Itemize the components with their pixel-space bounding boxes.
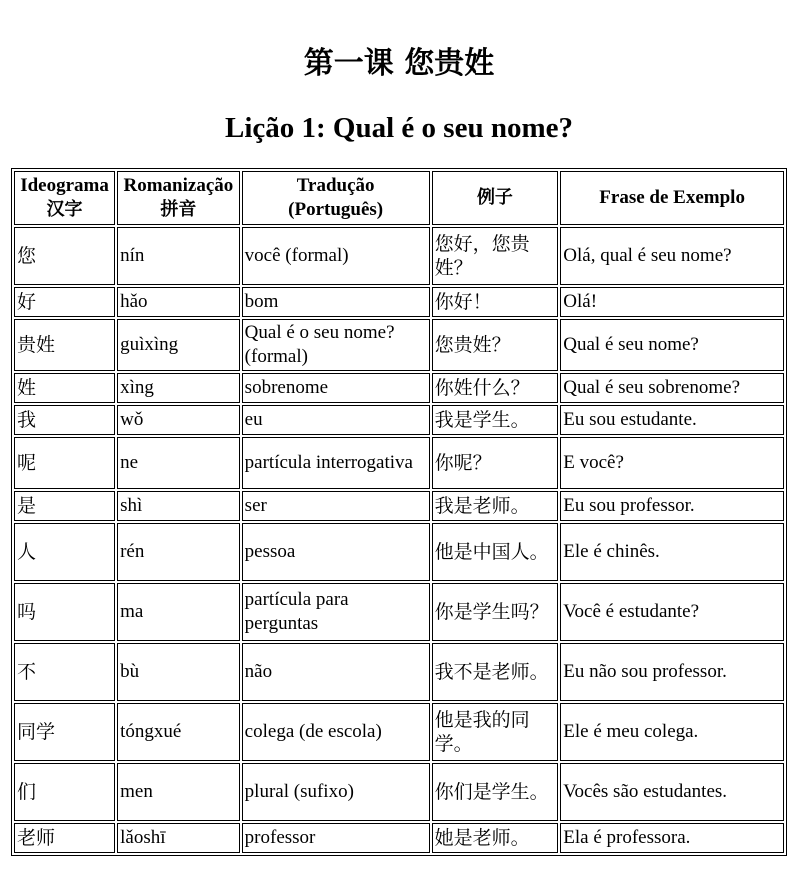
cell-pinyin: tóngxué bbox=[117, 703, 240, 761]
header-sublabel: (Português) bbox=[288, 199, 384, 220]
cell-hanzi: 是 bbox=[14, 491, 115, 521]
cell-translation: você (formal) bbox=[242, 227, 430, 285]
cell-hanzi: 您 bbox=[14, 227, 115, 285]
cell-example-sentence: Você é estudante? bbox=[560, 583, 784, 641]
cell-translation: partícula para perguntas bbox=[242, 583, 430, 641]
cell-example-cn: 我不是老师。 bbox=[432, 643, 559, 701]
cell-translation: eu bbox=[242, 405, 430, 435]
cell-example-sentence: Qual é seu sobrenome? bbox=[560, 373, 784, 403]
cell-pinyin: hǎo bbox=[117, 287, 240, 317]
cell-example-cn: 你好！ bbox=[432, 287, 559, 317]
cell-hanzi: 同学 bbox=[14, 703, 115, 761]
cell-hanzi: 我 bbox=[14, 405, 115, 435]
cell-translation: ser bbox=[242, 491, 430, 521]
header-frase-exemplo bbox=[560, 171, 784, 225]
cell-example-sentence: Ele é meu colega. bbox=[560, 703, 784, 761]
cell-translation: professor bbox=[242, 823, 430, 853]
header-label: 例子 bbox=[476, 187, 513, 208]
table-row bbox=[14, 437, 784, 489]
cell-example-cn: 我是学生。 bbox=[432, 405, 559, 435]
table-row bbox=[14, 491, 784, 521]
table-header-row bbox=[14, 171, 784, 225]
cell-translation: plural (sufixo) bbox=[242, 763, 430, 821]
cell-example-sentence: Eu sou professor. bbox=[560, 491, 784, 521]
header-ideograma bbox=[14, 171, 115, 225]
cell-pinyin: wǒ bbox=[117, 405, 240, 435]
header-label: Ideograma bbox=[20, 175, 109, 196]
header-sublabel: 拼音 bbox=[160, 199, 197, 220]
table-row bbox=[14, 523, 784, 581]
cell-hanzi: 人 bbox=[14, 523, 115, 581]
cell-example-sentence: Ela é professora. bbox=[560, 823, 784, 853]
cell-translation: não bbox=[242, 643, 430, 701]
cell-translation: colega (de escola) bbox=[242, 703, 430, 761]
table-row bbox=[14, 703, 784, 761]
cell-example-cn: 她是老师。 bbox=[432, 823, 559, 853]
header-romanizacao bbox=[117, 171, 240, 225]
header-sublabel: 汉字 bbox=[46, 199, 83, 220]
cell-pinyin: ne bbox=[117, 437, 240, 489]
header-traducao bbox=[242, 171, 430, 225]
cell-example-sentence: Vocês são estudantes. bbox=[560, 763, 784, 821]
table-row bbox=[14, 319, 784, 371]
cell-pinyin: nín bbox=[117, 227, 240, 285]
cell-example-sentence: Olá! bbox=[560, 287, 784, 317]
header-exemplo-cn bbox=[432, 171, 559, 225]
table-row bbox=[14, 227, 784, 285]
vocabulary-table bbox=[11, 168, 787, 856]
cell-pinyin: ma bbox=[117, 583, 240, 641]
cell-translation: partícula interrogativa bbox=[242, 437, 430, 489]
cell-hanzi: 贵姓 bbox=[14, 319, 115, 371]
cell-pinyin: guìxìng bbox=[117, 319, 240, 371]
cell-example-sentence: Ele é chinês. bbox=[560, 523, 784, 581]
cell-example-cn: 他是中国人。 bbox=[432, 523, 559, 581]
cell-hanzi: 们 bbox=[14, 763, 115, 821]
cell-example-cn: 你呢？ bbox=[432, 437, 559, 489]
page-title-chinese: 第一课 您贵姓 bbox=[303, 46, 495, 81]
cell-hanzi: 老师 bbox=[14, 823, 115, 853]
cell-example-cn: 你是学生吗？ bbox=[432, 583, 559, 641]
cell-example-sentence: Olá, qual é seu nome? bbox=[560, 227, 784, 285]
cell-pinyin: men bbox=[117, 763, 240, 821]
cell-example-sentence: E você? bbox=[560, 437, 784, 489]
cell-pinyin: xìng bbox=[117, 373, 240, 403]
cell-hanzi: 姓 bbox=[14, 373, 115, 403]
cell-example-cn: 他是我的同学。 bbox=[432, 703, 559, 761]
table-row bbox=[14, 823, 784, 853]
cell-example-cn: 我是老师。 bbox=[432, 491, 559, 521]
cell-hanzi: 不 bbox=[14, 643, 115, 701]
cell-example-sentence: Qual é seu nome? bbox=[560, 319, 784, 371]
table-row bbox=[14, 763, 784, 821]
header-label: Romanização bbox=[123, 175, 234, 196]
cell-example-cn: 你们是学生。 bbox=[432, 763, 559, 821]
table-row bbox=[14, 583, 784, 641]
cell-example-cn: 您贵姓？ bbox=[432, 319, 559, 371]
header-label: Tradução bbox=[296, 175, 375, 196]
cell-pinyin: rén bbox=[117, 523, 240, 581]
cell-hanzi: 好 bbox=[14, 287, 115, 317]
cell-pinyin: shì bbox=[117, 491, 240, 521]
page-title-portuguese: Lição 1: Qual é o seu nome? bbox=[225, 112, 573, 144]
table-row bbox=[14, 373, 784, 403]
cell-pinyin: lǎoshī bbox=[117, 823, 240, 853]
cell-example-cn: 你姓什么？ bbox=[432, 373, 559, 403]
cell-translation: sobrenome bbox=[242, 373, 430, 403]
cell-translation: pessoa bbox=[242, 523, 430, 581]
cell-pinyin: bù bbox=[117, 643, 240, 701]
cell-translation: bom bbox=[242, 287, 430, 317]
cell-example-cn: 您好，您贵姓？ bbox=[432, 227, 559, 285]
table-row bbox=[14, 287, 784, 317]
cell-example-sentence: Eu não sou professor. bbox=[560, 643, 784, 701]
table-row bbox=[14, 405, 784, 435]
cell-example-sentence: Eu sou estudante. bbox=[560, 405, 784, 435]
cell-hanzi: 呢 bbox=[14, 437, 115, 489]
table-body bbox=[14, 227, 784, 853]
header-label: Frase de Exemplo bbox=[599, 187, 745, 208]
table-row bbox=[14, 643, 784, 701]
cell-hanzi: 吗 bbox=[14, 583, 115, 641]
cell-translation: Qual é o seu nome? (formal) bbox=[242, 319, 430, 371]
